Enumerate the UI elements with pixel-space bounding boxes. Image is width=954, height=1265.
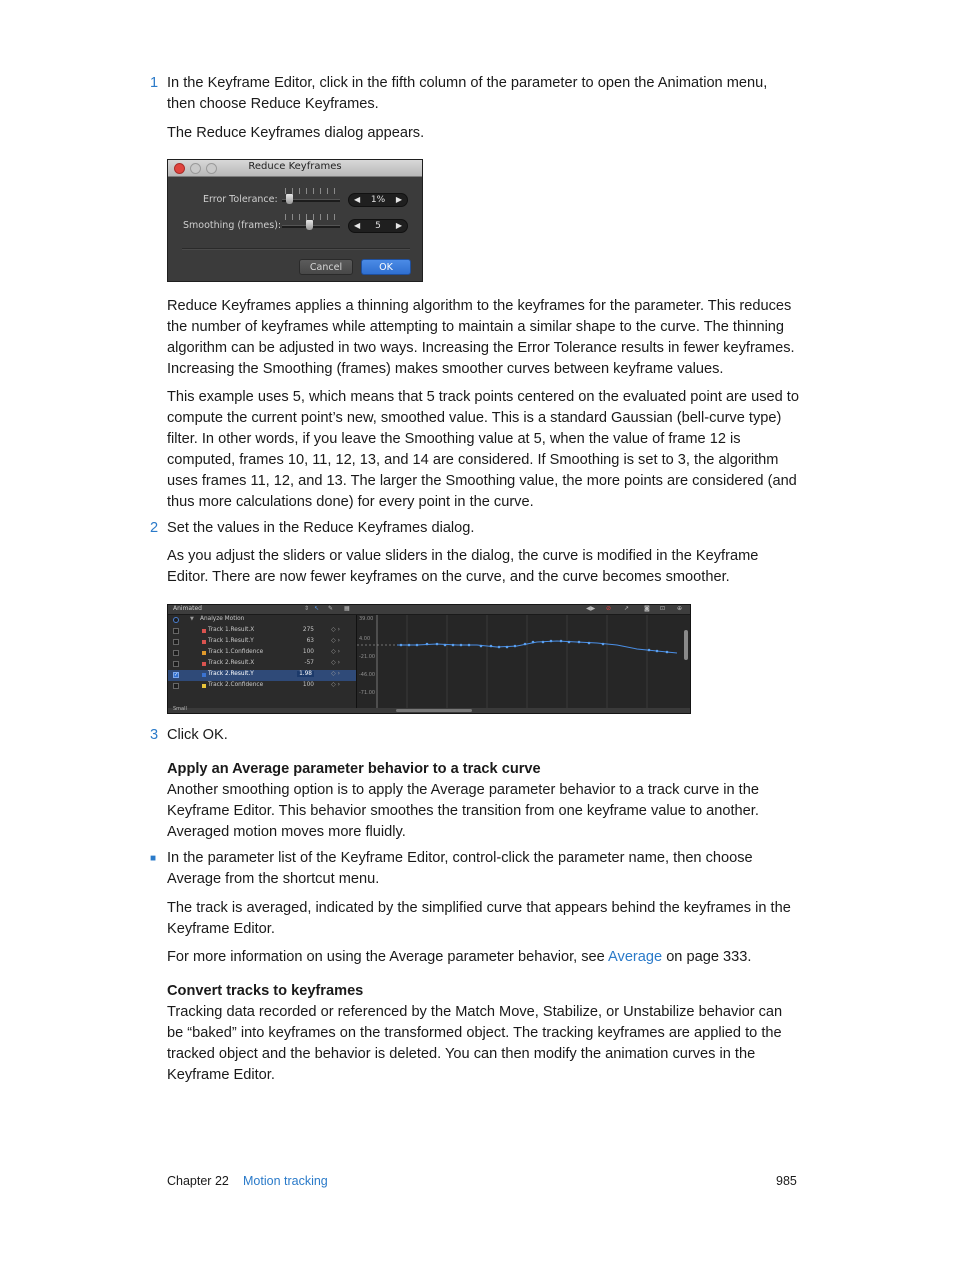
cancel-button[interactable]: Cancel xyxy=(299,259,353,275)
color-swatch xyxy=(202,651,206,655)
y-axis-label: 4.00 xyxy=(359,636,371,642)
enable-checkbox[interactable] xyxy=(173,617,179,623)
section-heading: Apply an Average parameter behavior to a track curve xyxy=(167,761,541,777)
parameter-value[interactable]: -57 xyxy=(304,660,314,666)
increment-arrow-icon[interactable]: ▶ xyxy=(395,221,402,230)
pen-tool-icon[interactable]: ✎ xyxy=(328,605,334,612)
y-axis-label: -21.00 xyxy=(359,654,376,660)
parameter-name: Track 1.Result.X xyxy=(208,627,255,633)
dialog-titlebar xyxy=(168,160,422,177)
record-icon[interactable]: ⊘ xyxy=(606,605,612,612)
error-tolerance-value-slider[interactable] xyxy=(348,193,408,207)
step-number: 1 xyxy=(150,75,159,91)
parameter-name: Track 2.Result.X xyxy=(208,660,255,666)
reduce-keyframes-dialog xyxy=(167,159,423,282)
error-tolerance-ticks xyxy=(285,188,341,194)
table-row-selected[interactable] xyxy=(168,670,356,681)
enable-checkbox[interactable] xyxy=(173,661,179,667)
step-text: Set the values in the Reduce Keyframes dialog. xyxy=(167,520,475,536)
increment-arrow-icon[interactable]: ▶ xyxy=(395,195,402,204)
paragraph: Tracking data recorded or referenced by the Match Move, Stabilize, or Unstabilize behavior can be “baked” into keyframes on the transformed object. The tracking keyframes are applied to the tracked object and the behavior is deleted. You can then modify the animation curves in the Keyframe Editor. xyxy=(167,1004,783,1083)
color-swatch xyxy=(202,662,206,666)
y-axis-label: -71.00 xyxy=(359,690,376,696)
paragraph: Another smoothing option is to apply the Average parameter behavior to a track curve in the Keyframe Editor. This behavior smoothes the transition from one keyframe value to another. Averaged motion moves more fluidly. xyxy=(167,782,759,840)
step-number: 2 xyxy=(150,520,159,536)
keyframe-menu-icon[interactable]: ◇ › xyxy=(331,659,340,666)
list-item[interactable] xyxy=(168,615,356,626)
table-row[interactable] xyxy=(168,637,356,648)
parameter-value[interactable]: 275 xyxy=(302,627,314,633)
paragraph: The track is averaged, indicated by the simplified curve that appears behind the keyframes in the Keyframe Editor. xyxy=(167,900,791,937)
more-info-prefix: For more information on using the Average parameter behavior, see xyxy=(167,949,609,965)
table-row[interactable] xyxy=(168,648,356,659)
error-tolerance-value: 1% xyxy=(370,195,386,205)
table-row[interactable] xyxy=(168,659,356,670)
parameter-name: Track 2.Confidence xyxy=(208,682,264,688)
smoothing-label: Smoothing (frames): xyxy=(183,220,282,231)
keyframe-menu-icon[interactable]: ◇ › xyxy=(331,681,340,688)
popup-chevron-icon[interactable]: ⇕ xyxy=(304,605,310,612)
color-swatch xyxy=(202,684,206,688)
enable-checkbox[interactable]: ✓ xyxy=(174,672,179,678)
animated-popup[interactable]: Animated xyxy=(173,605,202,612)
fit-icon[interactable]: ⊡ xyxy=(660,605,666,612)
grid-lines xyxy=(407,615,647,708)
color-swatch xyxy=(202,640,206,644)
ok-button[interactable]: OK xyxy=(361,259,411,275)
y-axis-label: -46.00 xyxy=(359,672,376,678)
keyframe-nav-icon[interactable]: ◀▶ xyxy=(586,605,596,612)
smoothing-value-slider[interactable] xyxy=(348,219,408,233)
curve-plot[interactable] xyxy=(357,615,690,708)
enable-checkbox[interactable] xyxy=(173,683,179,689)
bullet-icon: ■ xyxy=(150,853,157,864)
keyframe-points[interactable] xyxy=(400,640,669,654)
step-result: The Reduce Keyframes dialog appears. xyxy=(167,125,425,141)
keyframe-menu-icon[interactable]: ◇ › xyxy=(331,626,340,633)
bullet-text: In the parameter list of the Keyframe Editor, control-click the parameter name, then choose Average from the shortcut menu. xyxy=(167,850,753,887)
paragraph: This example uses 5, which means that 5 track points centered on the evaluated point are used to compute the current point’s new, smoothed value. This is a standard Gaussian (bell-curve type) filter. In other words, if you leave the Smoothing value at 5, when the value of frame 12 is computed, frames 10, 11, 12, 13, and 14 are considered. If Smoothing is set to 3, the algorithm uses frames 11, 12, and 13. The larger the Smoothing value, the more points are considered (and thus more calculations done) for every point in the curve. xyxy=(167,389,799,510)
keyframe-menu-icon[interactable]: ◇ › xyxy=(331,637,340,644)
parameter-name: Track 2.Result.Y xyxy=(208,671,254,677)
footer-chapter: Chapter 22 xyxy=(167,1174,229,1188)
parameter-list xyxy=(168,615,357,708)
curve-graph[interactable] xyxy=(357,615,690,708)
section-heading: Convert tracks to keyframes xyxy=(167,983,364,999)
smoothing-ticks xyxy=(285,214,341,220)
page-number: 985 xyxy=(776,1174,797,1188)
paragraph: Reduce Keyframes applies a thinning algorithm to the keyframes for the parameter. This reduces the number of keyframes while attempting to maintain a similar shape to the curve. The thinning algorithm can be adjusted in two ways. Increasing the Error Tolerance results in fewer keyframes. Increasing the Smoothing (frames) makes smoother curves between keyframe values. xyxy=(167,298,795,377)
step-number: 3 xyxy=(150,727,159,743)
error-tolerance-thumb[interactable] xyxy=(286,194,293,204)
smoothing-value: 5 xyxy=(375,221,381,231)
decrement-arrow-icon[interactable]: ◀ xyxy=(354,195,361,204)
parameter-value[interactable]: 63 xyxy=(306,638,314,644)
zoom-icon[interactable]: ⊕ xyxy=(677,605,683,612)
color-swatch xyxy=(202,629,206,633)
smoothing-thumb[interactable] xyxy=(306,220,313,230)
track-curve[interactable] xyxy=(397,641,677,653)
parameter-value[interactable]: 100 xyxy=(302,682,314,688)
dialog-title: Reduce Keyframes xyxy=(248,161,342,172)
parameter-name: Track 1.Confidence xyxy=(208,649,264,655)
table-row[interactable] xyxy=(168,681,356,692)
parameter-value[interactable]: 1.98 xyxy=(299,671,312,677)
keyframe-editor xyxy=(167,604,691,714)
view-icon[interactable]: ▦ xyxy=(344,605,350,612)
step-text: Click OK. xyxy=(167,727,228,743)
vertical-scrollbar[interactable] xyxy=(684,630,688,660)
snapshot-icon[interactable]: ◙ xyxy=(644,605,650,612)
enable-checkbox[interactable] xyxy=(173,639,179,645)
footer-chapter-link[interactable]: Motion tracking xyxy=(243,1174,328,1188)
table-row[interactable] xyxy=(168,626,356,637)
horizontal-scrollbar[interactable] xyxy=(396,709,472,712)
average-link[interactable]: Average xyxy=(608,949,663,965)
keyframe-editor-footer xyxy=(168,708,690,713)
keyframe-menu-icon[interactable]: ◇ › xyxy=(331,670,340,677)
step-text: In the Keyframe Editor, click in the fifth column of the parameter to open the Animation menu, then choose Reduce Keyframes. xyxy=(167,75,768,112)
arrow-tool-icon[interactable]: ↖ xyxy=(314,605,320,612)
y-axis-label: 39.00 xyxy=(359,616,374,622)
keyframe-menu-icon[interactable]: ◇ › xyxy=(331,648,340,655)
disclosure-triangle-icon[interactable]: ▼ xyxy=(190,616,194,622)
color-swatch xyxy=(202,673,206,677)
keyframe-editor-toolbar xyxy=(168,605,690,615)
parameter-name: Track 1.Result.Y xyxy=(208,638,254,644)
enable-checkbox[interactable] xyxy=(173,650,179,656)
paragraph: As you adjust the sliders or value sliders in the dialog, the curve is modified in the Keyframe Editor. There are now fewer keyframes on the curve, and the curve becomes smoother. xyxy=(167,548,759,585)
parameter-value[interactable]: 100 xyxy=(302,649,314,655)
curve-tool-icon[interactable]: ↗ xyxy=(624,605,630,612)
dialog-divider xyxy=(182,248,410,250)
more-info xyxy=(167,947,799,968)
size-popup[interactable]: Small xyxy=(173,706,187,712)
group-name: Analyze Motion xyxy=(200,616,245,622)
enable-checkbox[interactable] xyxy=(173,628,179,634)
error-tolerance-label: Error Tolerance: xyxy=(203,194,278,205)
more-info-suffix: on page 333. xyxy=(662,949,752,965)
decrement-arrow-icon[interactable]: ◀ xyxy=(354,221,361,230)
